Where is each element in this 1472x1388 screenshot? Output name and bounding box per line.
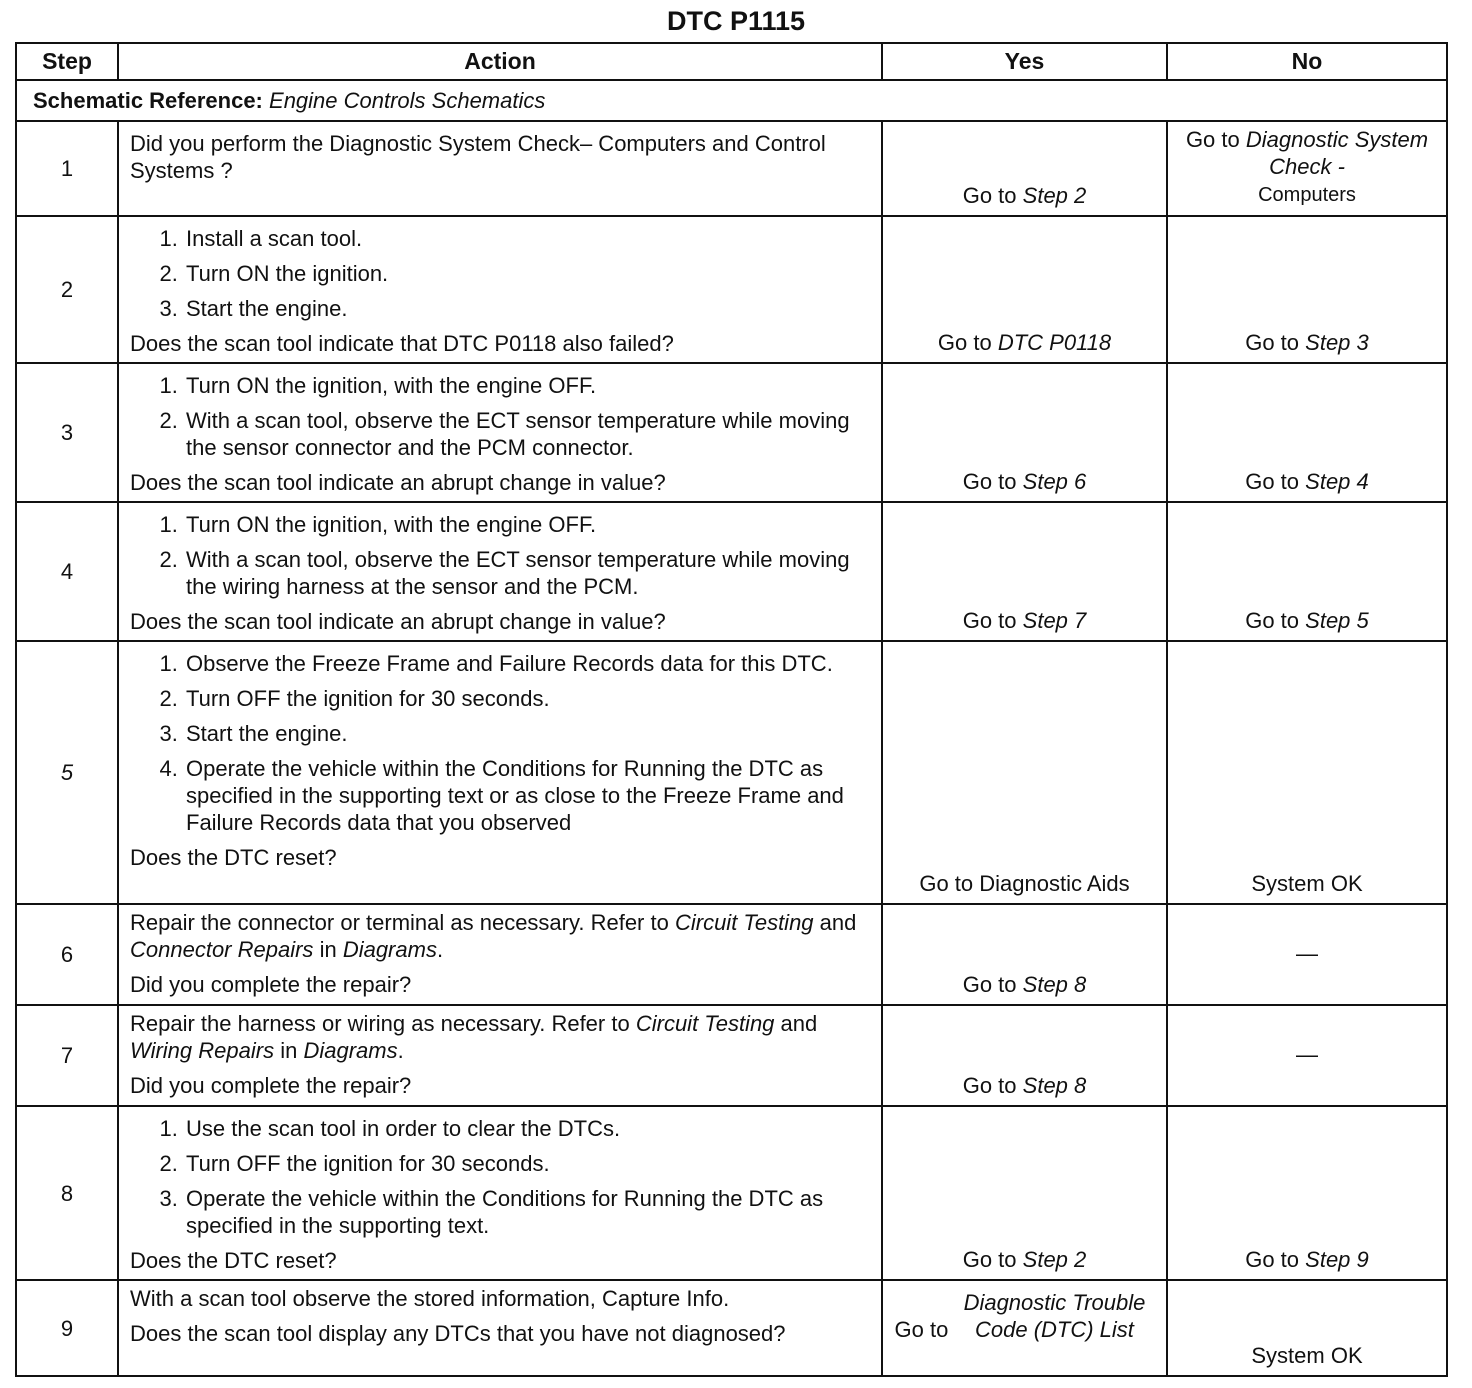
repair-text-part: and xyxy=(780,1011,818,1036)
no-cell xyxy=(1167,363,1447,502)
repair-ref: Diagrams xyxy=(303,1038,398,1063)
repair-ref: Diagrams xyxy=(342,937,437,962)
yes-link: Step 6 xyxy=(1022,469,1087,494)
repair-text-part: and xyxy=(819,910,857,935)
instruction-item: 1. Observe the Freeze Frame and Failure Records data for this DTC. xyxy=(184,650,867,677)
yes-link: DTC P0118 xyxy=(997,330,1112,355)
table-row xyxy=(16,641,1447,904)
instruction-item: 3. Start the engine. xyxy=(184,720,867,747)
instruction-item: 4. Operate the vehicle within the Conditions for Running the DTC as specified in the supporting text or as close to the Freeze Frame and Failure Records data that you observed xyxy=(184,755,867,836)
no-cell xyxy=(1167,216,1447,363)
action-cell xyxy=(118,121,882,216)
yes-cell xyxy=(882,1005,1167,1106)
table-row xyxy=(16,1005,1447,1106)
action-cell xyxy=(118,1280,882,1376)
repair-ref: Circuit Testing xyxy=(674,910,814,935)
yes-link: Step 7 xyxy=(1022,608,1087,633)
no-cell: System OK xyxy=(1167,641,1447,904)
table-row xyxy=(16,216,1447,363)
yes-link: Step 8 xyxy=(1022,972,1087,997)
instruction-list xyxy=(130,511,867,600)
no-prefix: Go to xyxy=(1245,330,1300,355)
schematic-label: Schematic Reference: xyxy=(33,88,263,113)
no-prefix: Go to xyxy=(1245,469,1300,494)
no-cell xyxy=(1167,121,1447,216)
table-row xyxy=(16,904,1447,1005)
no-cell: System OK xyxy=(1167,1280,1447,1376)
question-text: Does the scan tool indicate an abrupt change in value? xyxy=(130,470,666,495)
yes-prefix: Go to xyxy=(962,469,1017,494)
instruction-item: 1. Turn ON the ignition, with the engine OFF. xyxy=(184,372,867,399)
action-cell xyxy=(118,904,882,1005)
repair-text-part: Repair the harness or wiring as necessary. Refer to xyxy=(130,1011,630,1036)
schematic-reference xyxy=(16,80,1447,121)
no-cell xyxy=(1167,502,1447,641)
step-number: 4 xyxy=(16,502,118,641)
repair-text-part: Repair the connector or terminal as necessary. Refer to xyxy=(130,910,669,935)
yes-prefix: Go to xyxy=(894,1317,949,1342)
action-cell xyxy=(118,641,882,904)
instruction-item: 2. Turn ON the ignition. xyxy=(184,260,867,287)
yes-link: Step 8 xyxy=(1022,1073,1087,1098)
no-cell: — xyxy=(1167,1005,1447,1106)
table-row xyxy=(16,121,1447,216)
yes-link: Step 2 xyxy=(1022,1247,1087,1272)
instruction-list xyxy=(130,225,867,322)
question-text: Does the scan tool indicate that DTC P0118 also failed? xyxy=(130,331,674,356)
page-title: DTC P1115 xyxy=(666,6,806,36)
yes-prefix: Go to xyxy=(962,183,1017,208)
yes-cell xyxy=(882,1106,1167,1280)
question-text: Did you complete the repair? xyxy=(130,1073,412,1098)
repair-ref: Circuit Testing xyxy=(635,1011,775,1036)
question-text: Does the scan tool display any DTCs that you have not diagnosed? xyxy=(130,1321,786,1346)
repair-text-part: in xyxy=(280,1038,298,1063)
table-row xyxy=(16,502,1447,641)
question-text: Did you complete the repair? xyxy=(130,972,412,997)
step-number: 3 xyxy=(16,363,118,502)
diagnostic-table xyxy=(15,42,1448,1377)
repair-text-part: . xyxy=(397,1038,404,1063)
no-link: Step 5 xyxy=(1305,608,1369,633)
instruction-item: 3. Start the engine. xyxy=(184,295,867,322)
header-step: Step xyxy=(16,43,118,80)
yes-link: Step 2 xyxy=(1022,183,1087,208)
header-yes: Yes xyxy=(882,43,1167,80)
step-number: 5 xyxy=(16,641,118,904)
table-row xyxy=(16,363,1447,502)
instruction-list xyxy=(130,372,867,461)
no-prefix: Go to xyxy=(1245,608,1300,633)
no-link: Step 3 xyxy=(1305,330,1369,355)
step-number: 1 xyxy=(16,121,118,216)
action-cell xyxy=(118,502,882,641)
yes-cell: Go to Diagnostic Aids xyxy=(882,641,1167,904)
no-cell: — xyxy=(1167,904,1447,1005)
step-number: 6 xyxy=(16,904,118,1005)
instruction-item: 2. Turn OFF the ignition for 30 seconds. xyxy=(184,1150,867,1177)
action-cell xyxy=(118,1106,882,1280)
step-number: 8 xyxy=(16,1106,118,1280)
no-link: Step 4 xyxy=(1305,469,1369,494)
instruction-list xyxy=(130,650,867,836)
step-number: 2 xyxy=(16,216,118,363)
action-cell xyxy=(118,363,882,502)
no-link: Step 9 xyxy=(1305,1247,1369,1272)
no-cell xyxy=(1167,1106,1447,1280)
yes-prefix: Go to xyxy=(962,1073,1017,1098)
yes-prefix: Go to xyxy=(962,1247,1017,1272)
no-prefix: Go to xyxy=(1245,1247,1300,1272)
yes-cell xyxy=(882,121,1167,216)
repair-text xyxy=(130,1010,867,1064)
repair-ref: Connector Repairs xyxy=(130,937,314,962)
instruction-item: 3. Operate the vehicle within the Conditions for Running the DTC as specified in the supporting text. xyxy=(184,1185,867,1239)
yes-cell xyxy=(882,904,1167,1005)
yes-cell xyxy=(882,502,1167,641)
instruction-item: 2. With a scan tool, observe the ECT sensor temperature while moving the wiring harness at the sensor and the PCM. xyxy=(184,546,867,600)
step-number: 9 xyxy=(16,1280,118,1376)
no-link: Diagnostic System Check - xyxy=(1245,127,1429,179)
instruction-item: 1. Install a scan tool. xyxy=(184,225,867,252)
instruction-item: 1. Turn ON the ignition, with the engine OFF. xyxy=(184,511,867,538)
yes-link: Diagnostic Trouble Code (DTC) List xyxy=(963,1290,1146,1342)
header-no: No xyxy=(1167,43,1447,80)
schematic-reference-row xyxy=(16,80,1447,121)
question-text: Does the DTC reset? xyxy=(130,845,337,870)
step-number: 7 xyxy=(16,1005,118,1106)
yes-prefix: Go to xyxy=(937,330,992,355)
repair-text-part: in xyxy=(319,937,337,962)
yes-prefix: Go to xyxy=(962,608,1017,633)
question-text: Does the scan tool indicate an abrupt change in value? xyxy=(130,609,666,634)
no-prefix: Go to xyxy=(1185,127,1240,152)
yes-cell xyxy=(882,363,1167,502)
schematic-value: Engine Controls Schematics xyxy=(269,88,546,113)
header-row xyxy=(16,43,1447,80)
repair-ref: Wiring Repairs xyxy=(130,1038,275,1063)
no-suffix: Computers xyxy=(1258,184,1356,206)
instruction-item: 1. Use the scan tool in order to clear the DTCs. xyxy=(184,1115,867,1142)
instruction-item: 2. With a scan tool, observe the ECT sensor temperature while moving the sensor connector and the PCM connector. xyxy=(184,407,867,461)
yes-cell xyxy=(882,216,1167,363)
table-row xyxy=(16,1106,1447,1280)
action-cell xyxy=(118,216,882,363)
repair-text xyxy=(130,909,867,963)
instruction-list xyxy=(130,1115,867,1239)
question-text: Did you perform the Diagnostic System Check– Computers and Control Systems ? xyxy=(130,131,826,183)
table-row xyxy=(16,1280,1447,1376)
yes-cell xyxy=(882,1280,1167,1376)
question-text: Does the DTC reset? xyxy=(130,1248,337,1273)
intro-text: With a scan tool observe the stored information, Capture Info. xyxy=(130,1286,730,1311)
repair-text-part: . xyxy=(436,937,444,962)
action-cell xyxy=(118,1005,882,1106)
instruction-item: 2. Turn OFF the ignition for 30 seconds. xyxy=(184,685,867,712)
yes-prefix: Go to xyxy=(962,972,1017,997)
header-action: Action xyxy=(118,43,882,80)
